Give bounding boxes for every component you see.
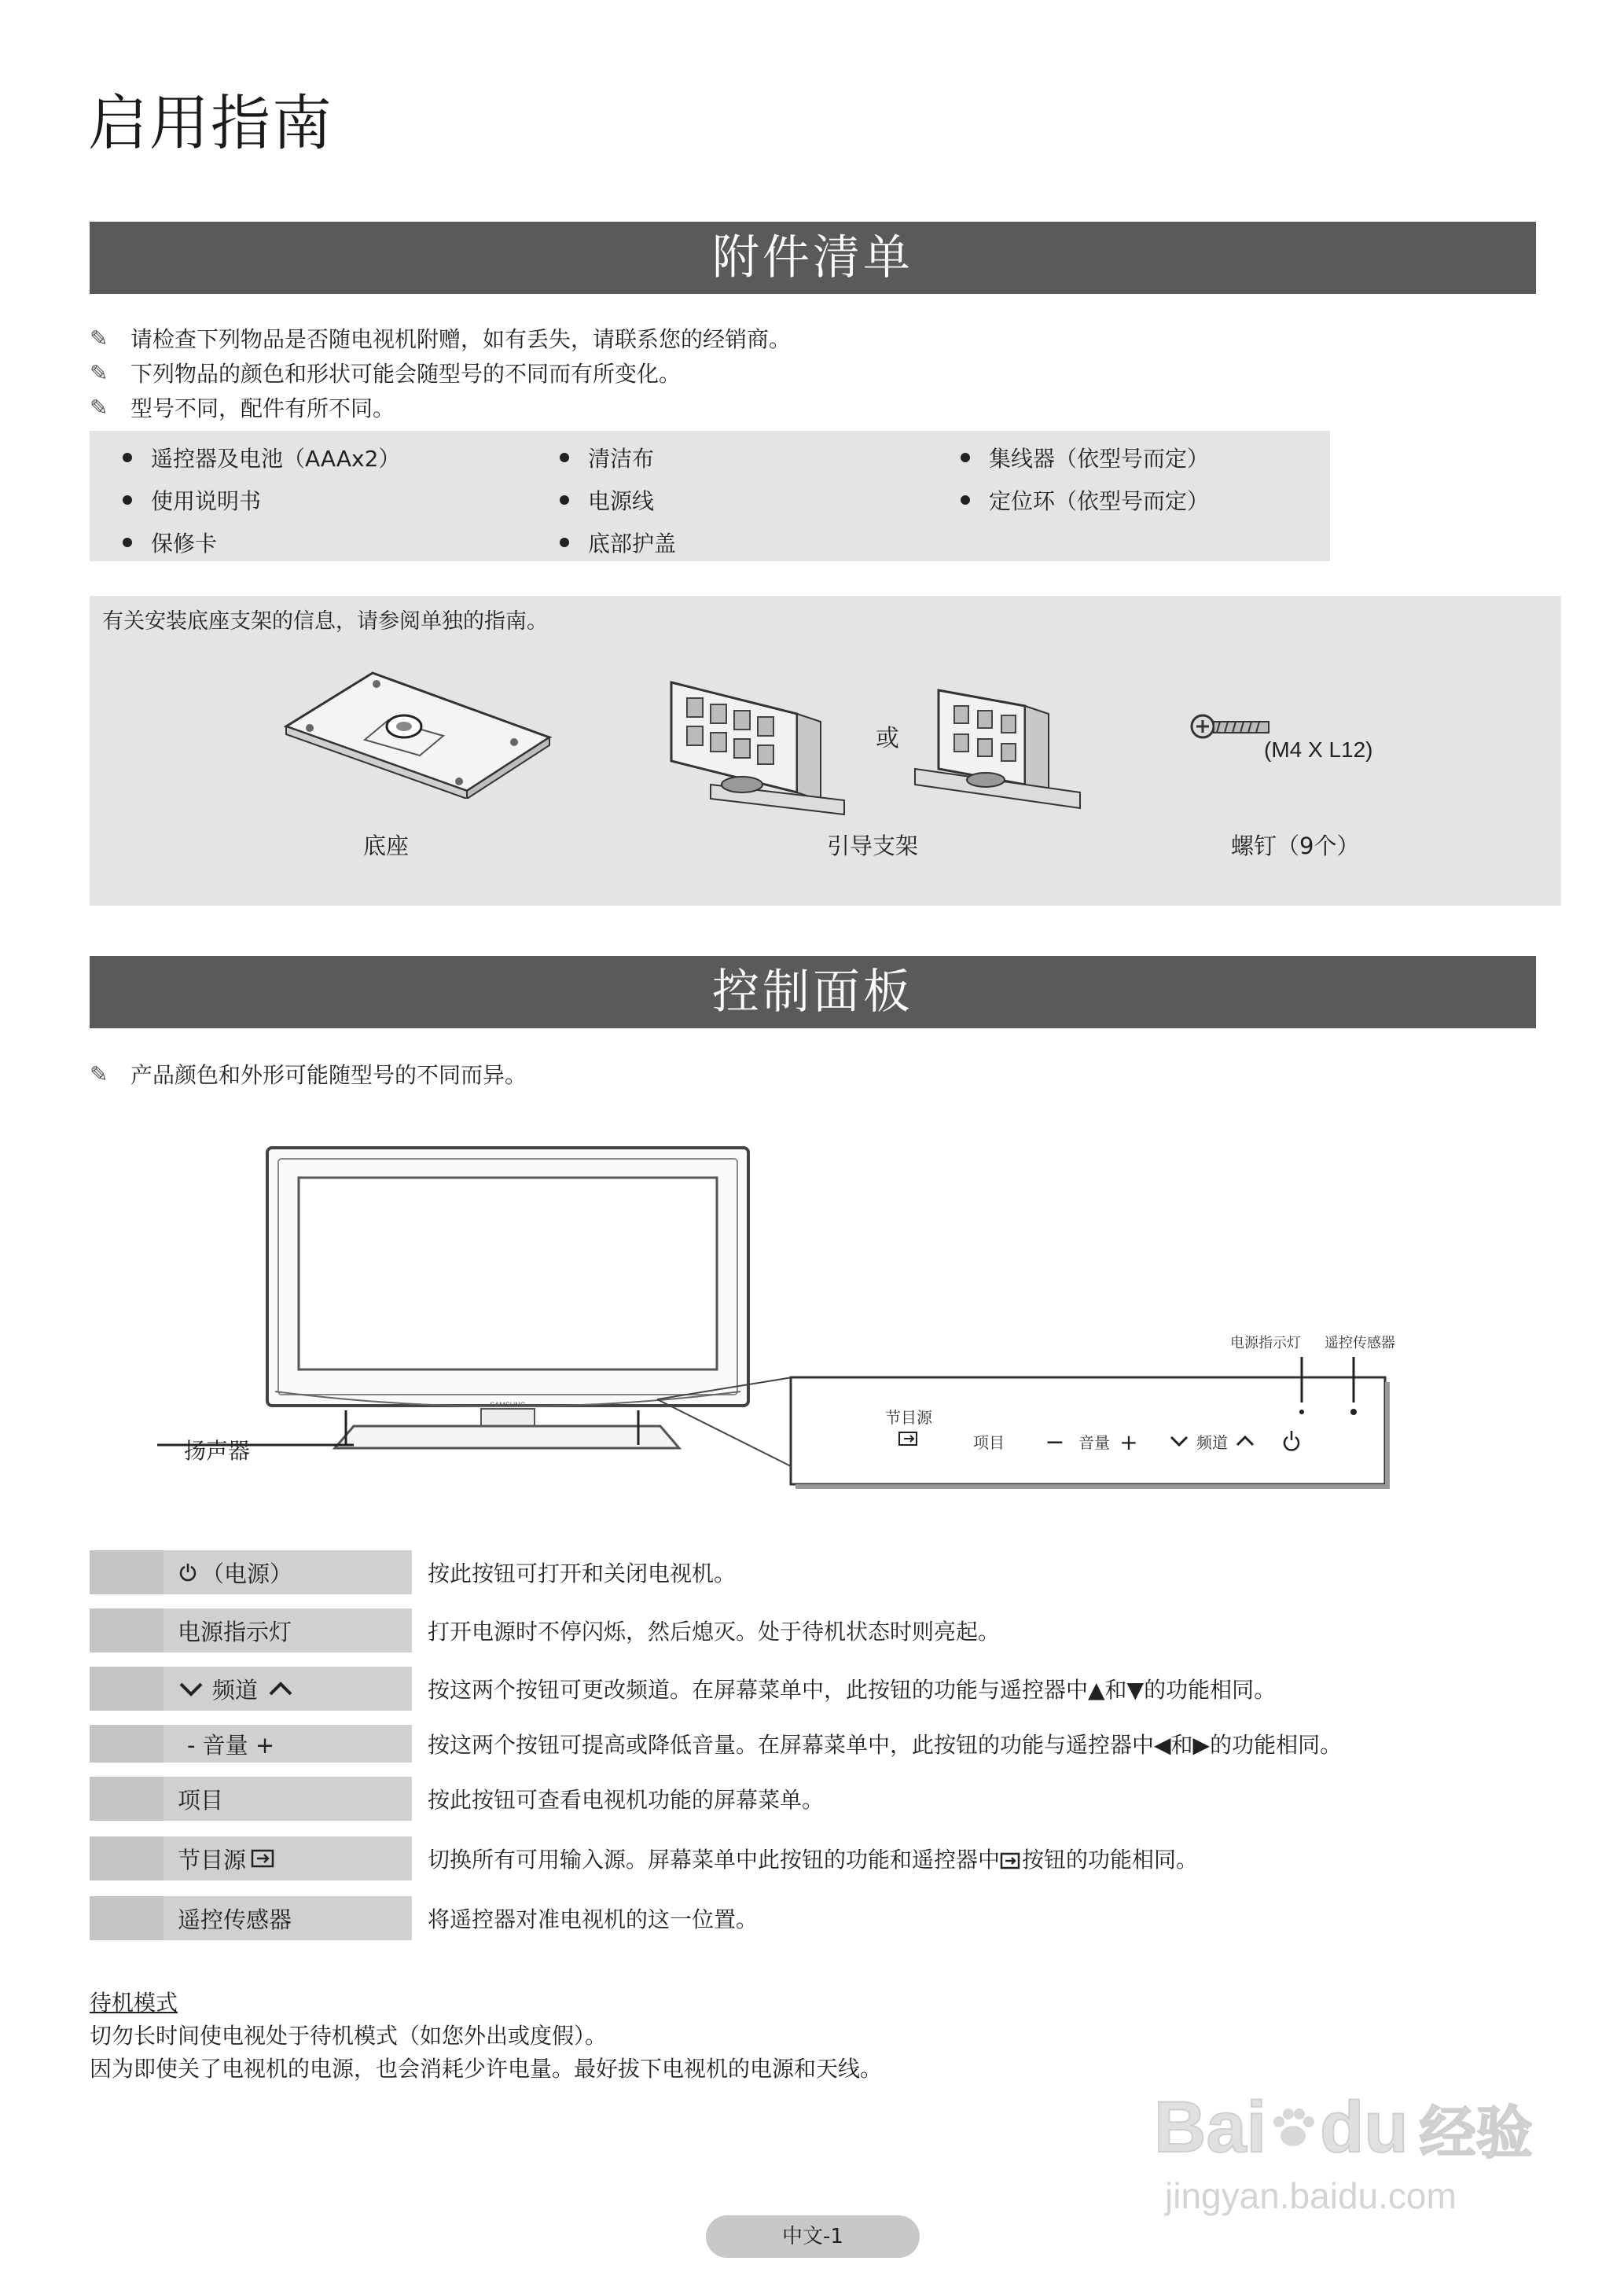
accessory-note-1: ✎ 请检查下列物品是否随电视机附赠，如有丢失，请联系您的经销商。 [90, 325, 792, 352]
screw-spec: (M4 X L12) [1264, 737, 1373, 762]
accessory-item: 使用说明书 [90, 484, 261, 516]
guide-stand-illustration-b [907, 682, 1096, 816]
table-row: 电源指示灯 打开电源时不停闪烁，然后熄灭。处于待机状态时则亮起。 [90, 1608, 1505, 1652]
volume-up-icon: + [1119, 1429, 1138, 1455]
table-row: 遥控传感器 将遥控器对准电视机的这一位置。 [90, 1896, 1505, 1940]
accessory-note-3: ✎ 型号不同，配件有所不同。 [90, 394, 395, 421]
pencil-icon: ✎ [90, 1061, 108, 1087]
baidu-watermark: Bai du 经验 jingyan.baidu.com [1154, 2087, 1533, 2216]
paw-icon [1268, 2103, 1318, 2153]
stand-note: 有关安装底座支架的信息，请参阅单独的指南。 [102, 609, 548, 634]
source-label: 节目源 [885, 1408, 932, 1427]
remote-sensor-dot [1350, 1409, 1357, 1415]
menu-label: 项目 [973, 1433, 1005, 1452]
pencil-icon: ✎ [90, 359, 108, 386]
stand-info-box [90, 596, 1561, 906]
guide-stand-caption: 引导支架 [827, 833, 919, 859]
control-panel-heading: 控制面板 [90, 956, 1536, 1028]
accessory-list [90, 431, 1330, 561]
accessory-item: 底部护盖 [527, 527, 676, 558]
tv-diagram [157, 1132, 1431, 1494]
accessory-note-2: ✎ 下列物品的颜色和形状可能会随型号的不同而有所变化。 [90, 359, 682, 387]
accessory-item: 集线器（依型号而定） [928, 442, 1209, 473]
chevron-up-icon [267, 1678, 294, 1699]
table-row: 节目源 切换所有可用输入源。屏幕菜单中此按钮的功能和遥控器中 按钮的功能相同。 [90, 1836, 1505, 1880]
stand-base-illustration [278, 665, 561, 799]
table-row: 频道 按这两个按钮可更改频道。在屏幕菜单中，此按钮的功能与遥控器中▲和▼的功能相同。 [90, 1667, 1505, 1711]
table-row: - 音量 + 按这两个按钮可提高或降低音量。在屏幕菜单中，此按钮的功能与遥控器中◀和▶的功能相同。 [90, 1725, 1505, 1763]
accessory-item: 清洁布 [527, 442, 654, 473]
source-icon [251, 1848, 276, 1869]
page-number: 中文-1 [706, 2215, 920, 2258]
channel-label: 频道 [1196, 1433, 1228, 1452]
or-label: 或 [876, 725, 899, 752]
pencil-icon: ✎ [90, 325, 108, 351]
accessory-item: 定位环（依型号而定） [928, 484, 1209, 516]
speaker-label: 扬声器 [184, 1438, 251, 1464]
accessory-item: 电源线 [527, 484, 654, 516]
brand-logo: SAMSUNG [490, 1401, 526, 1409]
accessory-item: 遥控器及电池（AAAx2） [90, 442, 400, 473]
power-led-label: 电源指示灯 [1230, 1335, 1301, 1351]
guide-stand-illustration-a [663, 675, 860, 816]
table-row: 项目 按此按钮可查看电视机功能的屏幕菜单。 [90, 1777, 1505, 1821]
stand-base-caption: 底座 [363, 833, 410, 859]
standby-line-2: 因为即使关了电视机的电源，也会消耗少许电量。最好拔下电视机的电源和天线。 [90, 2056, 883, 2082]
screw-caption: 螺钉（9个） [1231, 833, 1360, 859]
page-title: 启用指南 [88, 88, 333, 158]
volume-down-icon: − [1045, 1428, 1065, 1456]
pencil-icon: ✎ [90, 394, 108, 421]
remote-sensor-label: 遥控传感器 [1325, 1335, 1395, 1351]
accessories-heading: 附件清单 [90, 222, 1536, 294]
standby-line-1: 切勿长时间使电视处于待机模式（如您外出或度假）。 [90, 2023, 608, 2049]
power-led-dot [1299, 1410, 1304, 1414]
standby-title: 待机模式 [90, 1990, 178, 2016]
accessory-item: 保修卡 [90, 527, 217, 558]
volume-label: 音量 [1078, 1433, 1110, 1452]
source-icon [1000, 1852, 1022, 1869]
control-panel-note: ✎ 产品颜色和外形可能随型号的不同而异。 [90, 1061, 527, 1088]
table-row: （电源） 按此按钮可打开和关闭电视机。 [90, 1550, 1505, 1594]
chevron-down-icon [178, 1678, 204, 1699]
power-icon [178, 1562, 198, 1583]
